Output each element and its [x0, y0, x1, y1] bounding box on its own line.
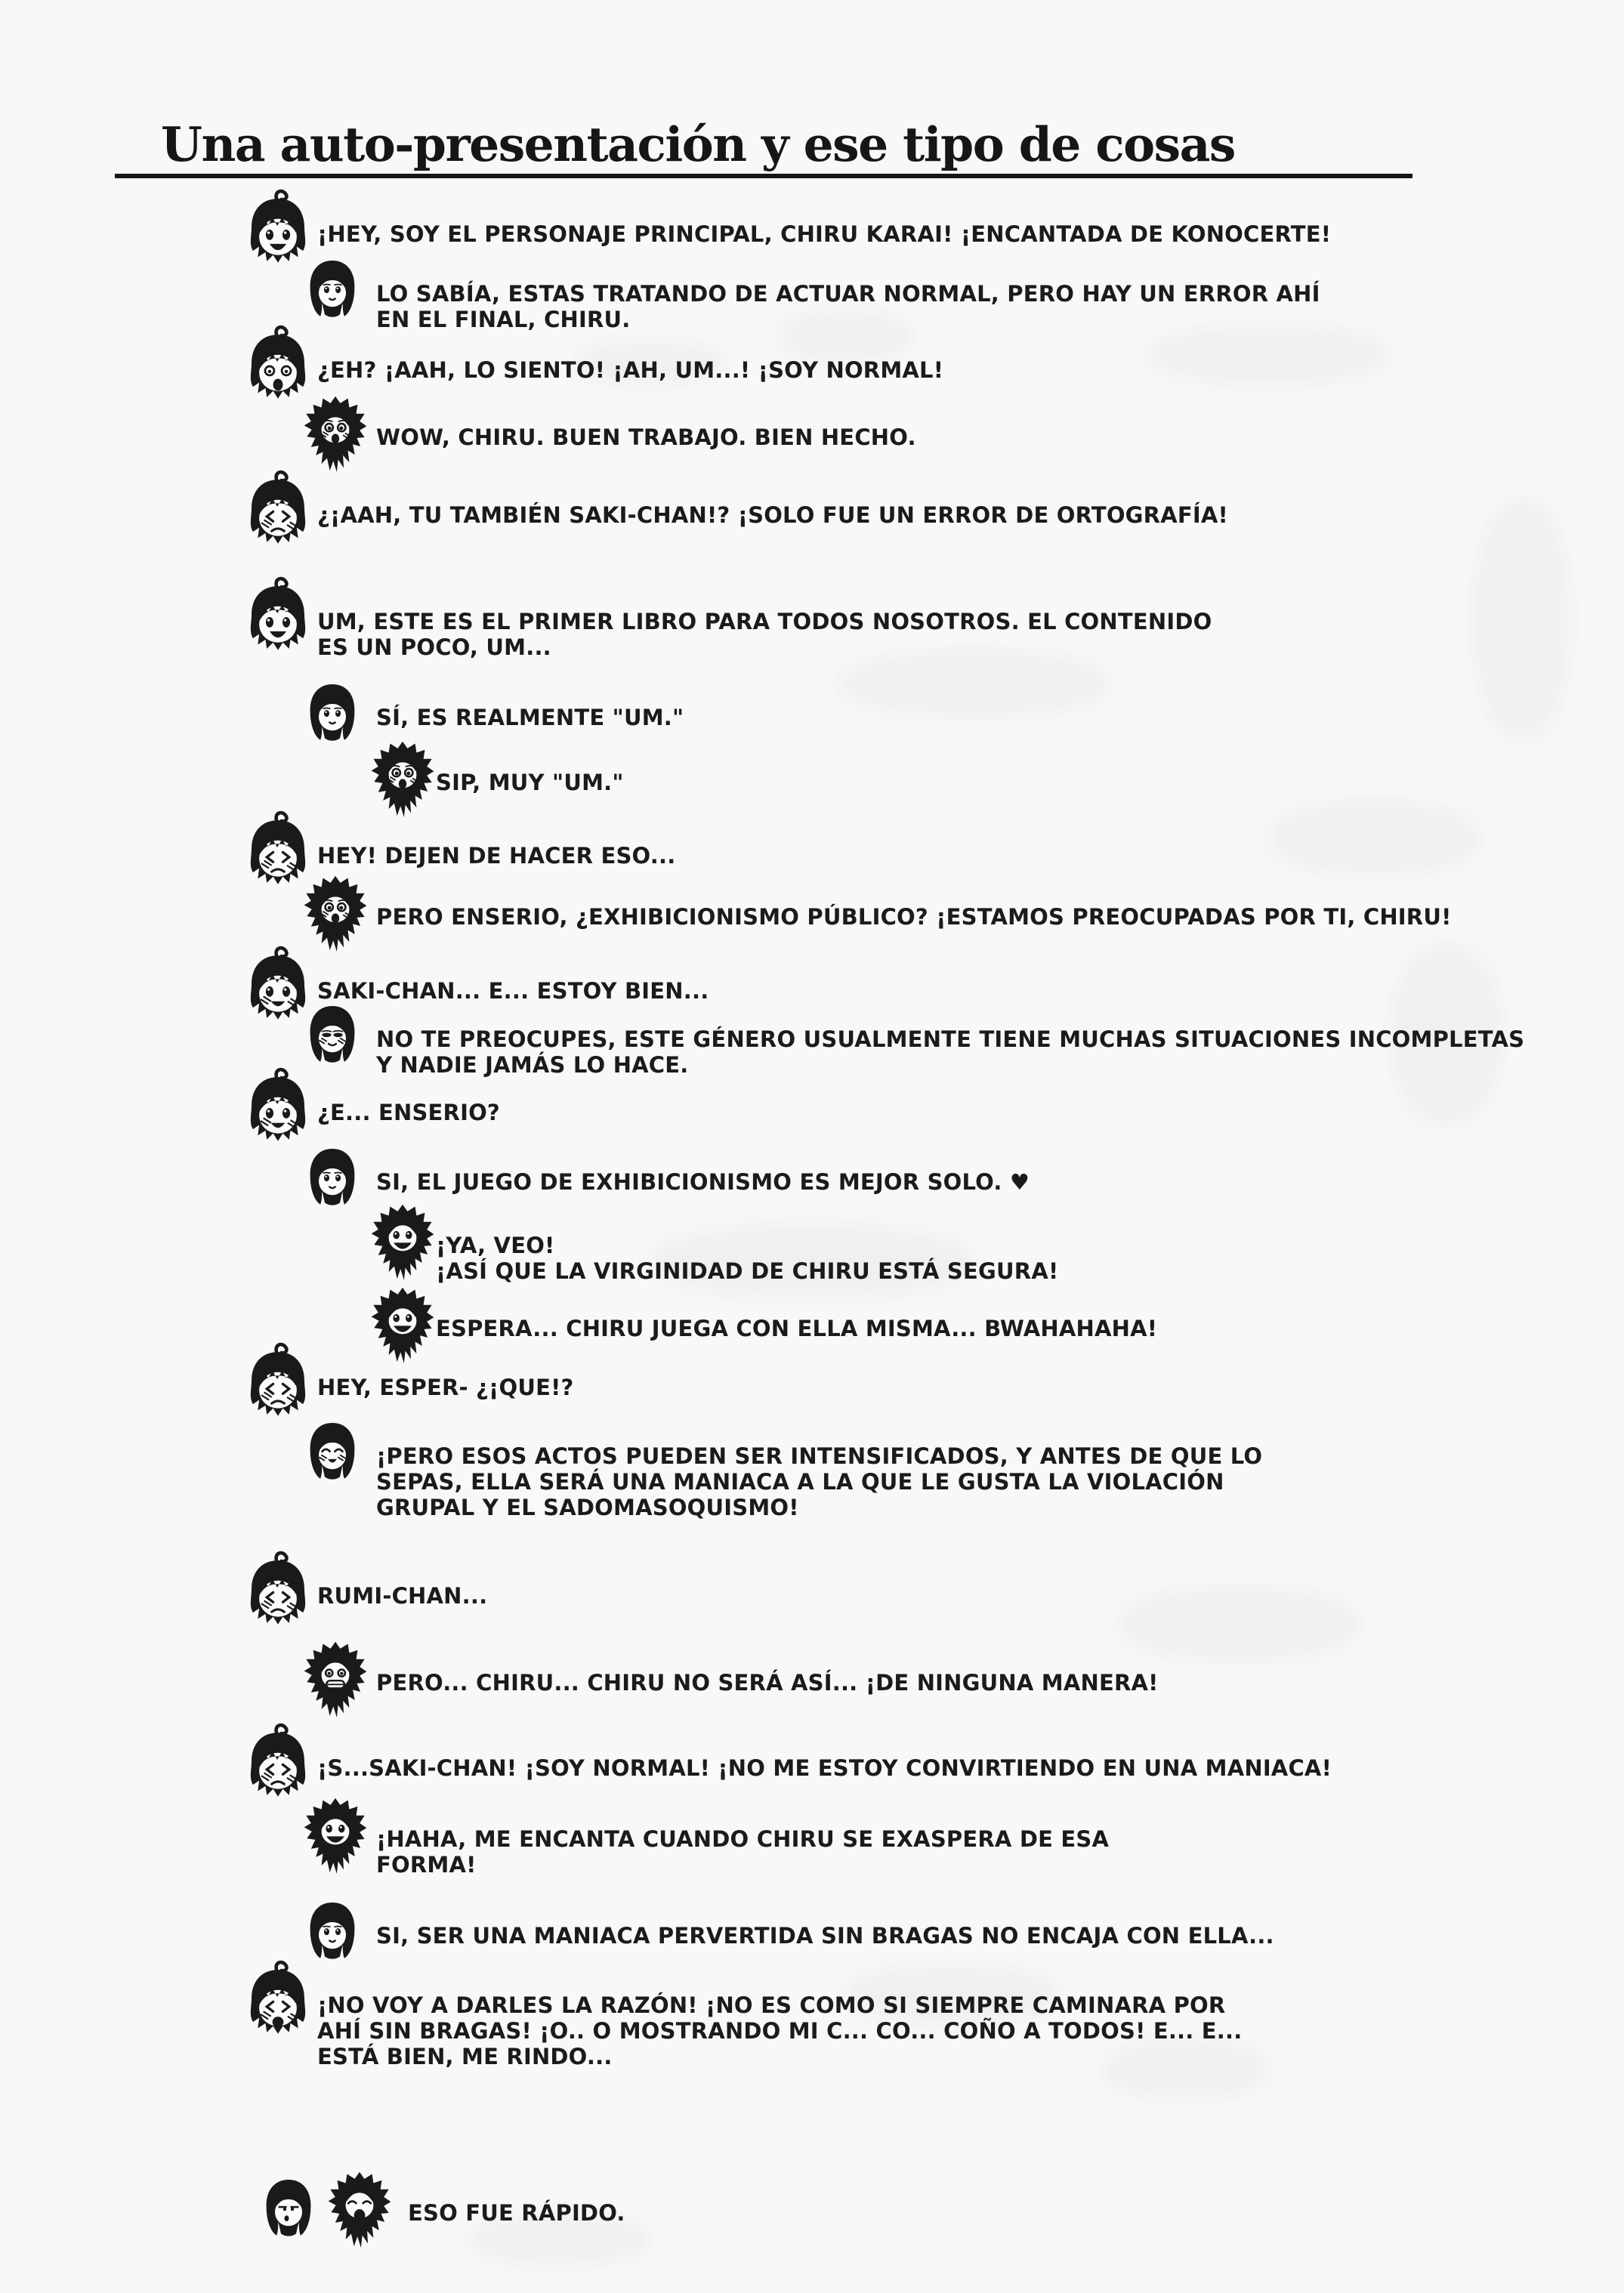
- dialogue-line: SEPAS, ELLA SERÁ UNA MANIACA A LA QUE LE GUSTA LA VIOLACIÓN: [376, 1469, 1224, 1495]
- dialogue-text: [376, 1443, 1262, 1520]
- dialogue-line: ¿¡AAH, TU TAMBIÉN SAKI-CHAN!? ¡SOLO FUE UN ERROR DE ORTOGRAFÍA!: [317, 502, 1228, 528]
- dialogue-line: HEY! DEJEN DE HACER ESO...: [317, 843, 676, 869]
- scan-artifact: [1269, 801, 1480, 876]
- chiru-happy-face-icon: [243, 576, 313, 667]
- dialogue-text: [317, 221, 1331, 247]
- dialogue-text: [317, 1100, 500, 1125]
- dialogue-line: PERO... CHIRU... CHIRU NO SERÁ ASÍ... ¡DE NINGUNA MANERA!: [376, 1670, 1159, 1696]
- dialogue-line: ¿EH? ¡AAH, LO SIENTO! ¡AH, UM...! ¡SOY NORMAL!: [317, 357, 944, 383]
- scan-artifact: [1118, 1586, 1360, 1662]
- dialogue-line: ¡HAHA, ME ENCANTA CUANDO CHIRU SE EXASPERA DE ESA: [376, 1826, 1110, 1852]
- dialogue-line: SI, EL JUEGO DE EXHIBICIONISMO ES MEJOR SOLO. ♥: [376, 1169, 1030, 1195]
- dialogue-line: ¡ASÍ QUE LA VIRGINIDAD DE CHIRU ESTÁ SEGURA!: [436, 1258, 1059, 1284]
- dialogue-line: SÍ, ES REALMENTE "UM.": [376, 705, 684, 730]
- rumi-laugh-face-icon: [301, 1794, 370, 1884]
- dialogue-line: WOW, CHIRU. BUEN TRABAJO. BIEN HECHO.: [376, 424, 916, 450]
- dialogue-line: Y NADIE JAMÁS LO HACE.: [376, 1052, 689, 1078]
- dialogue-line: SAKI-CHAN... E... ESTOY BIEN...: [317, 978, 709, 1004]
- saki-calm-face-icon: [301, 253, 364, 335]
- chiru-squint-face-icon: [243, 470, 313, 560]
- dialogue-line: ¡HEY, SOY EL PERSONAJE PRINCIPAL, CHIRU KARAI! ¡ENCANTADA DE KONOCERTE!: [317, 221, 1332, 247]
- rumi-grit-face-icon: [301, 1637, 370, 1728]
- dialogue-line: ESO FUE RÁPIDO.: [408, 2200, 625, 2226]
- chiru-squint-face-icon: [243, 1551, 313, 1641]
- scan-artifact: [1148, 325, 1390, 385]
- dialogue-line: FORMA!: [376, 1852, 477, 1878]
- dialogue-text: [376, 281, 1320, 332]
- rumi-yawn-face-icon: [325, 2168, 394, 2258]
- saki-excited-face-icon: [301, 1415, 364, 1498]
- dialogue-text: [317, 1375, 574, 1400]
- saki-calm-face-icon: [301, 677, 364, 759]
- dialogue-line: ¡S...SAKI-CHAN! ¡SOY NORMAL! ¡NO ME ESTOY CONVIRTIENDO EN UNA MANIACA!: [317, 1755, 1332, 1781]
- dialogue-line: ESTÁ BIEN, ME RINDO...: [317, 2044, 613, 2069]
- scan-artifact: [1473, 498, 1571, 740]
- rumi-shock-face-icon: [301, 392, 370, 483]
- dialogue-line: SI, SER UNA MANIACA PERVERTIDA SIN BRAGAS NO ENCAJA CON ELLA...: [376, 1923, 1274, 1949]
- dialogue-line: HEY, ESPER- ¿¡QUE!?: [317, 1375, 574, 1400]
- dialogue-text: [436, 770, 624, 795]
- dialogue-text: [317, 502, 1228, 528]
- dialogue-text: [376, 424, 916, 450]
- dialogue-line: GRUPAL Y EL SADOMASOQUISMO!: [376, 1495, 799, 1520]
- dialogue-text: [376, 1923, 1274, 1949]
- dialogue-text: [317, 357, 943, 383]
- rumi-laugh-face-icon: [368, 1283, 437, 1374]
- dialogue-text: [317, 1755, 1332, 1781]
- dialogue-text: [376, 1826, 1109, 1878]
- dialogue-line: ESPERA... CHIRU JUEGA CON ELLA MISMA... BWAHAHAHA!: [436, 1316, 1158, 1341]
- dialogue-text: [317, 1992, 1242, 2069]
- dialogue-text: [317, 843, 675, 869]
- rumi-shock-face-icon: [368, 737, 437, 828]
- chiru-cry-face-icon: [243, 1960, 313, 2051]
- saki-calm-face-icon: [301, 1141, 364, 1224]
- dialogue-line: SIP, MUY "UM.": [436, 770, 624, 795]
- dialogue-text: [376, 1169, 1030, 1195]
- dialogue-text: [408, 2200, 625, 2226]
- dialogue-text: [376, 1670, 1159, 1696]
- dialogue-text: [376, 904, 1452, 930]
- dialogue-line: LO SABÍA, ESTAS TRATANDO DE ACTUAR NORMAL, PERO HAY UN ERROR AHÍ: [376, 281, 1320, 307]
- dialogue-line: ES UN POCO, UM...: [317, 634, 551, 660]
- dialogue-line: RUMI-CHAN...: [317, 1583, 488, 1609]
- dialogue-line: ¿E... ENSERIO?: [317, 1100, 500, 1125]
- title-underline-rule: [115, 174, 1413, 178]
- dialogue-text: [317, 609, 1212, 660]
- dialogue-text: [436, 1316, 1157, 1341]
- dialogue-line: EN EL FINAL, CHIRU.: [376, 307, 631, 332]
- dialogue-text: [376, 705, 684, 730]
- dialogue-line: ¡YA, VEO!: [436, 1233, 555, 1258]
- dialogue-text: [317, 978, 709, 1004]
- dialogue-line: ¡PERO ESOS ACTOS PUEDEN SER INTENSIFICADOS, Y ANTES DE QUE LO: [376, 1443, 1263, 1469]
- page-title: Una auto-presentación y ese tipo de cosas: [161, 116, 1235, 173]
- dialogue-line: ¡NO VOY A DARLES LA RAZÓN! ¡NO ES COMO SI SIEMPRE CAMINARA POR: [317, 1992, 1226, 2018]
- dialogue-line: PERO ENSERIO, ¿EXHIBICIONISMO PÚBLICO? ¡ESTAMOS PREOCUPADAS POR TI, CHIRU!: [376, 904, 1452, 930]
- dialogue-line: UM, ESTE ES EL PRIMER LIBRO PARA TODOS NOSOTROS. EL CONTENIDO: [317, 609, 1212, 634]
- saki-tired-face-icon: [257, 2172, 320, 2254]
- dialogue-line: AHÍ SIN BRAGAS! ¡O.. O MOSTRANDO MI C... CO... COÑO A TODOS! E... E...: [317, 2018, 1243, 2044]
- rumi-laugh-face-icon: [368, 1200, 437, 1291]
- dialogue-text: [317, 1583, 487, 1609]
- dialogue-text: [376, 1026, 1524, 1078]
- dialogue-line: NO TE PREOCUPES, ESTE GÉNERO USUALMENTE TIENE MUCHAS SITUACIONES INCOMPLETAS: [376, 1026, 1525, 1052]
- dialogue-text: [436, 1233, 1058, 1284]
